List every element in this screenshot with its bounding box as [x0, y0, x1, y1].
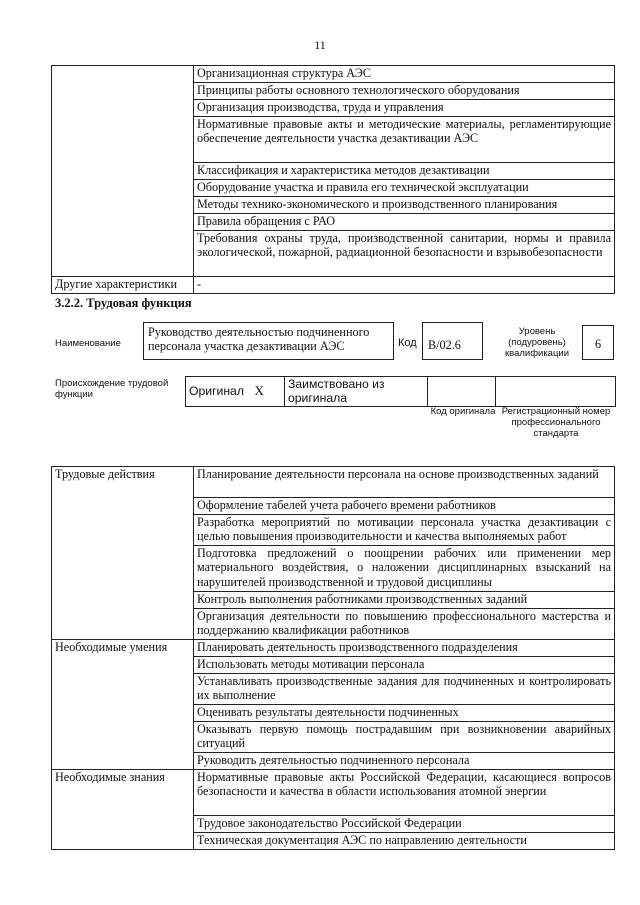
skills-label: Необходимые умения — [52, 640, 194, 657]
original-code-cell — [428, 377, 496, 407]
function-name-value: Руководство деятельностью подчиненного персонала участка дезактивации АЭС — [148, 325, 370, 354]
knowledge-item: Принципы работы основного технологического оборудования — [194, 83, 615, 100]
knowledge-item: Требования охраны труда, производственной санитарии, нормы и правила экологической, пожарной, радиационной безопасности и взрывобезопасности — [194, 231, 615, 277]
origin-table — [185, 376, 616, 407]
registration-number-cell — [496, 377, 616, 407]
code-caption: Код оригинала — [430, 406, 496, 417]
original-label: Оригинал — [186, 377, 252, 407]
code-label: Код — [398, 337, 417, 349]
other-characteristics-label: Другие характеристики — [52, 277, 194, 294]
level-label: Уровень (подуровень) квалификации — [504, 326, 570, 359]
original-mark: X — [252, 377, 285, 407]
knowledge-label: Необходимые знания — [52, 770, 194, 816]
skill-item: Оценивать результаты деятельности подчиненных — [194, 705, 615, 722]
knowledge-item: Организационная структура АЭС — [194, 66, 615, 83]
function-code-value: B/02.6 — [428, 338, 461, 352]
skill-item: Руководить деятельностью подчиненного персонала — [194, 753, 615, 770]
knowledge-item: Нормативные правовые акты Российской Федерации, касающиеся вопросов безопасности и качества в области использования атомной энергии — [194, 770, 615, 816]
qualification-level-box — [582, 325, 614, 360]
knowledge-item: Техническая документация АЭС по направлению деятельности — [194, 833, 615, 850]
other-characteristics-value: - — [194, 277, 615, 294]
function-code-box — [422, 322, 483, 360]
borrowed-label: Заимствовано из оригинала — [285, 377, 428, 407]
page-number: 11 — [314, 38, 326, 52]
knowledge-item: Оборудование участка и правила его технической эксплуатации — [194, 180, 615, 197]
knowledge-item: Методы технико-экономического и производственного планирования — [194, 197, 615, 214]
skill-item: Оказывать первую помощь пострадавшим при возникновении аварийных ситуаций — [194, 722, 615, 753]
skill-item: Устанавливать производственные задания для подчиненных и контролировать их выполнение — [194, 674, 615, 705]
action-item: Организация деятельности по повышению профессионального мастерства и поддержанию квалификации работников — [194, 609, 615, 640]
action-item: Планирование деятельности персонала на основе производственных заданий — [194, 467, 615, 498]
action-item: Подготовка предложений о поощрении рабочих или применении мер материального воздействия, о наложении дисциплинарных взысканий на нарушителей производственной и трудовой дисциплины — [194, 546, 615, 592]
knowledge-item: Организация производства, труда и управления — [194, 100, 615, 117]
actions-label: Трудовые действия — [52, 467, 194, 498]
origin-label: Происхождение трудовой функции — [55, 378, 169, 400]
skill-item: Планировать деятельность производственного подразделения — [194, 640, 615, 657]
section-title: 3.2.2. Трудовая функция — [55, 296, 192, 310]
function-name-box — [143, 322, 394, 360]
name-label: Наименование — [55, 338, 121, 349]
action-item: Контроль выполнения работниками производственных заданий — [194, 592, 615, 609]
knowledge-item: Классификация и характеристика методов дезактивации — [194, 163, 615, 180]
registration-caption: Регистрационный номер профессионального стандарта — [501, 406, 611, 439]
action-item: Оформление табелей учета рабочего времени работников — [194, 498, 615, 515]
knowledge-item: Нормативные правовые акты и методические материалы, регламентирующие обеспечение деятельности участка дезактивации АЭС — [194, 117, 615, 163]
knowledge-continuation-table — [51, 65, 615, 294]
knowledge-item: Правила обращения с РАО — [194, 214, 615, 231]
skill-item: Использовать методы мотивации персонала — [194, 657, 615, 674]
knowledge-item: Трудовое законодательство Российской Федерации — [194, 816, 615, 833]
labor-function-table — [51, 466, 615, 850]
action-item: Разработка мероприятий по мотивации персонала участка дезактивации с целью повышения производительности и качества выполняемых работ — [194, 515, 615, 546]
qualification-level-value: 6 — [594, 337, 602, 351]
